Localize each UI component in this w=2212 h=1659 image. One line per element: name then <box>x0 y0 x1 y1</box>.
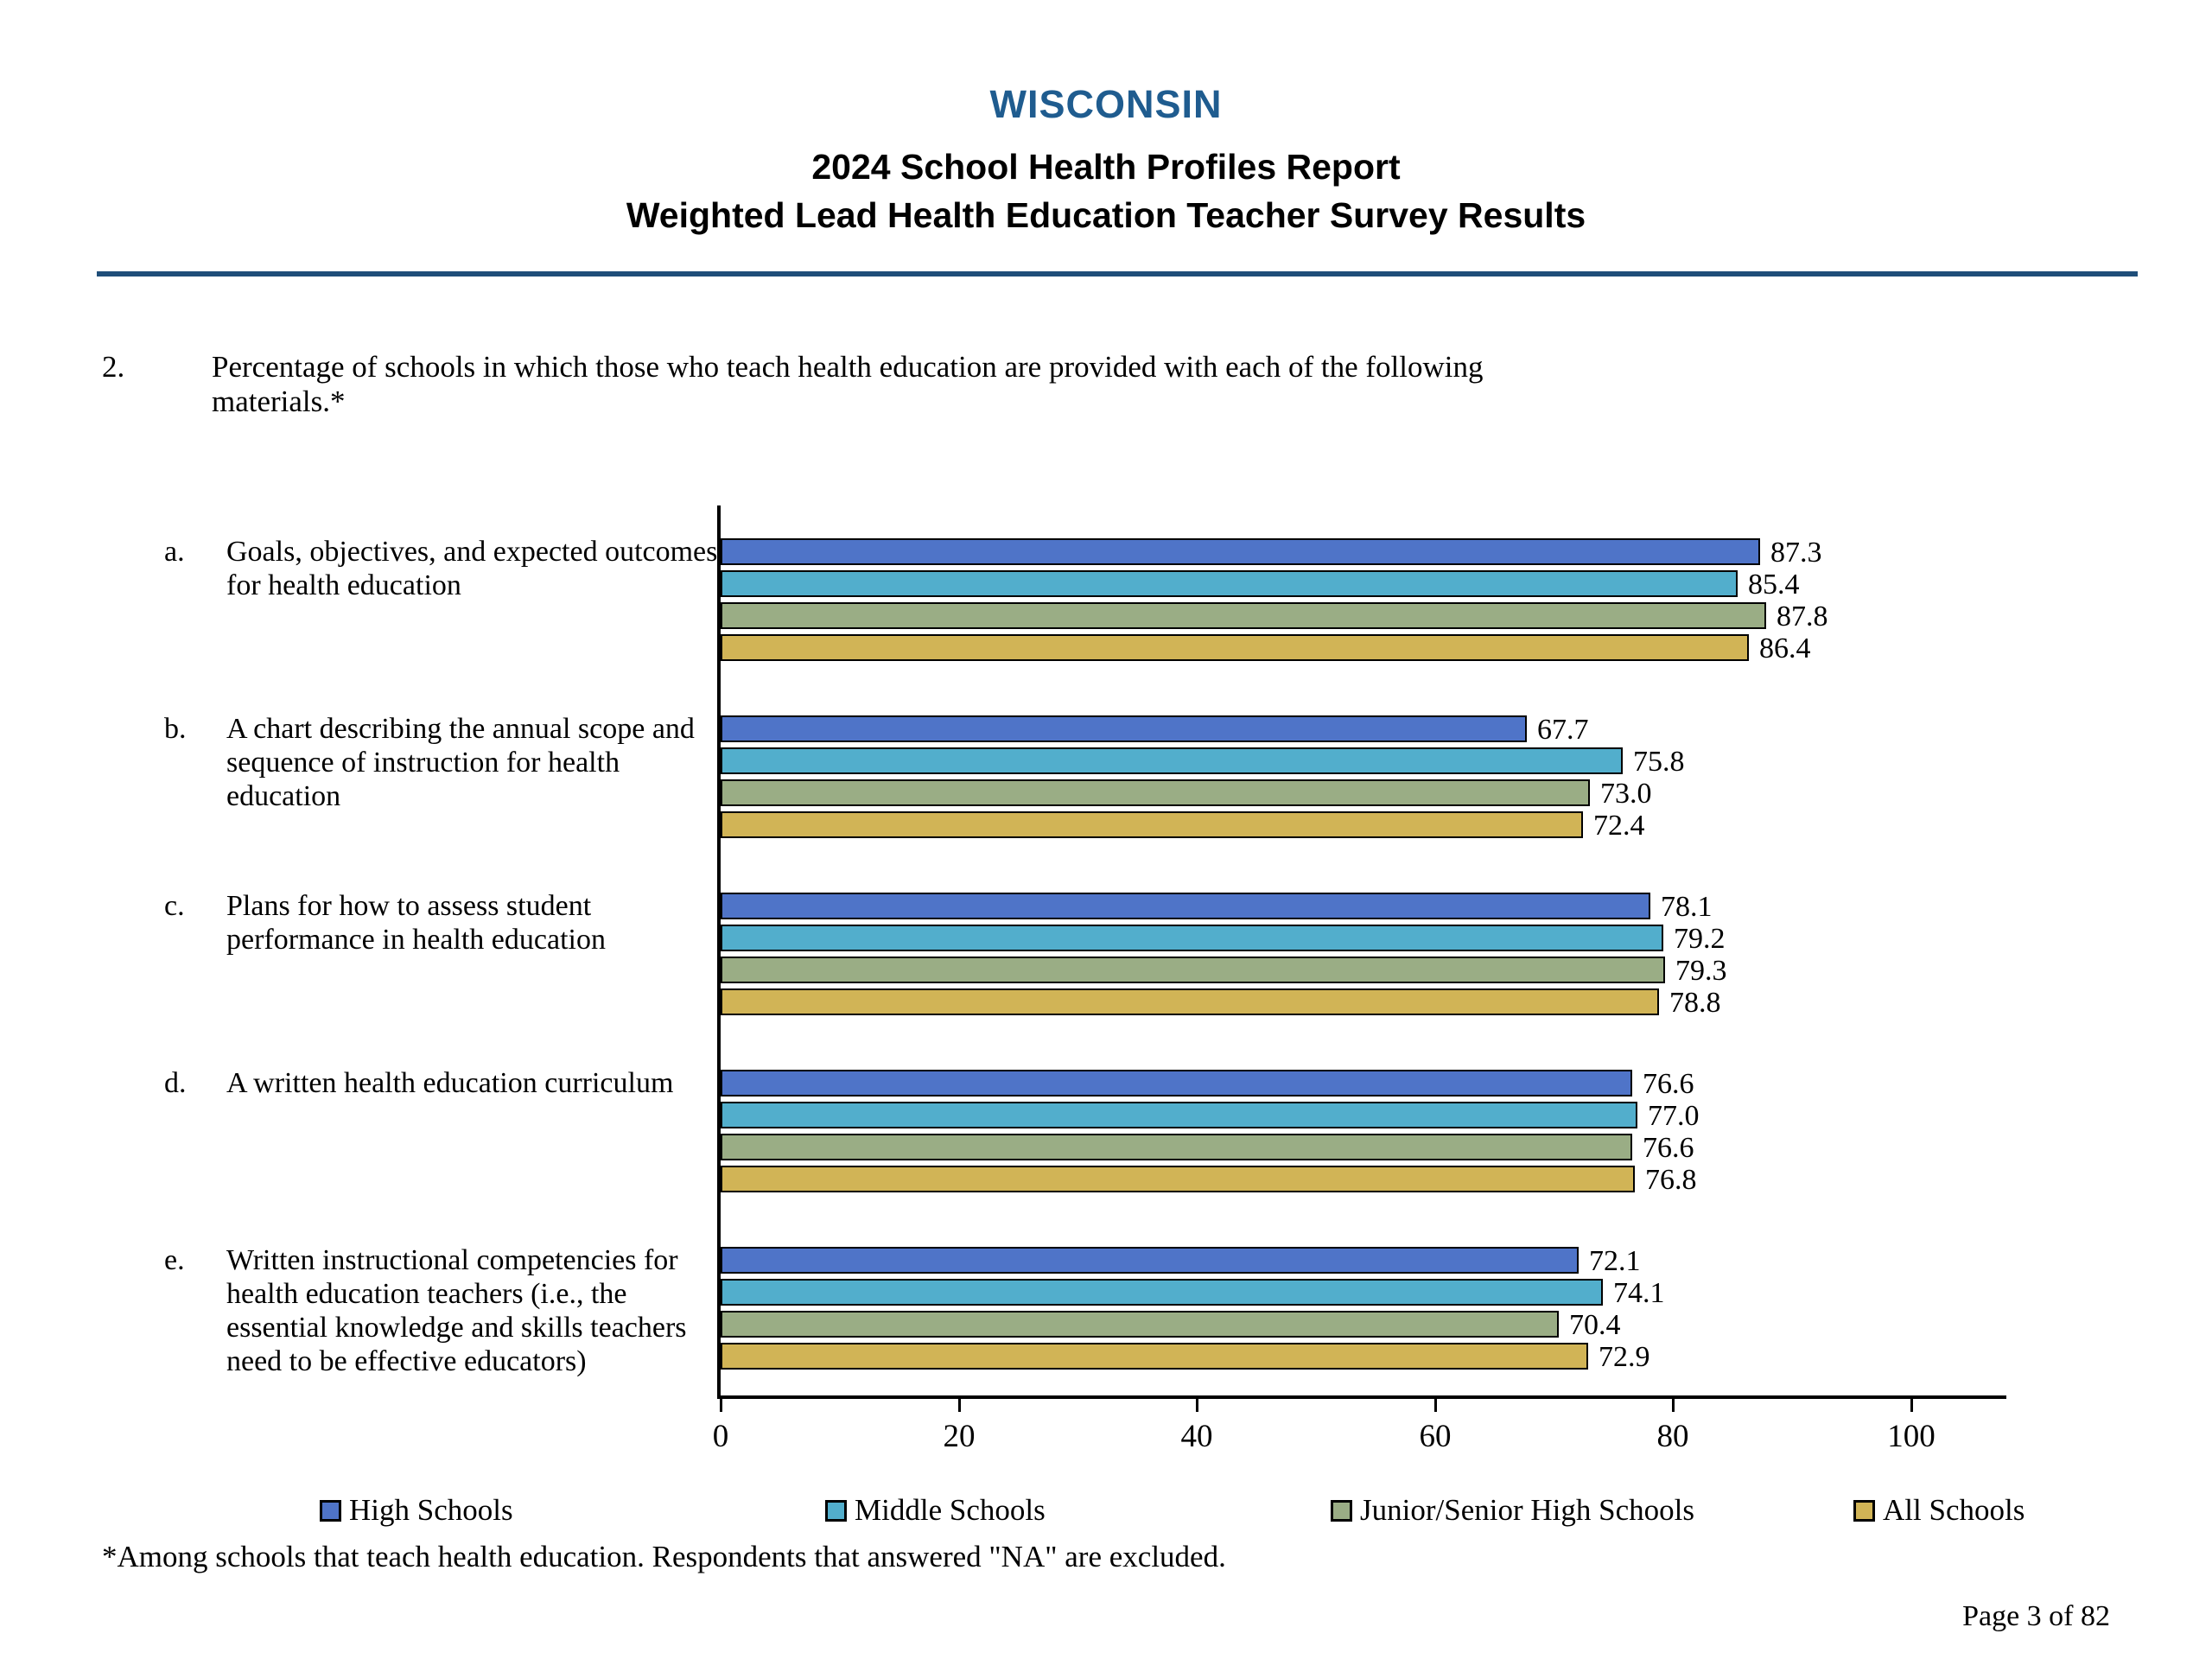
x-axis-tick-label: 100 <box>1887 1419 1936 1454</box>
bar-row <box>721 1100 2006 1132</box>
legend-label: All Schools <box>1883 1493 2025 1527</box>
bar-row <box>721 778 2006 810</box>
category-label <box>164 712 734 813</box>
legend-color-swatch <box>1853 1500 1875 1522</box>
category-text: Plans for how to assess student performance in health education <box>226 890 606 956</box>
bar-row <box>721 746 2006 778</box>
bar-value-label: 78.8 <box>1669 987 1721 1019</box>
bar-row <box>721 923 2006 955</box>
footnote: *Among schools that teach health education. Respondents that answered "NA" are excluded. <box>102 1540 1226 1573</box>
legend-item-junior-senior-high-schools <box>1331 1493 1694 1528</box>
bar-value-label: 75.8 <box>1633 746 1685 778</box>
bar-high-schools <box>721 538 1760 565</box>
bar-value-label: 72.4 <box>1593 810 1645 842</box>
bar-all-schools <box>721 811 1583 838</box>
bar-junior-senior-high-schools <box>721 602 1766 629</box>
category-text: A chart describing the annual scope and sequence of instruction for health education <box>226 713 695 812</box>
bar-row <box>721 569 2006 601</box>
bar-junior-senior-high-schools <box>721 1134 1632 1160</box>
bar-row <box>721 1309 2006 1341</box>
category-letter: b. <box>164 713 187 745</box>
bar-value-label: 77.0 <box>1648 1100 1700 1132</box>
bar-row <box>721 601 2006 632</box>
x-axis-tick-label: 40 <box>1180 1419 1213 1454</box>
bar-value-label: 79.2 <box>1674 923 1726 955</box>
bar-junior-senior-high-schools <box>721 1311 1559 1338</box>
bar-row <box>721 1277 2006 1309</box>
legend-item-all-schools <box>1853 1493 2024 1528</box>
x-axis-tick-label: 0 <box>712 1419 729 1454</box>
bar-value-label: 72.9 <box>1599 1341 1650 1373</box>
category-letter: c. <box>164 890 185 922</box>
bar-high-schools <box>721 715 1527 742</box>
bar-value-label: 74.1 <box>1613 1277 1665 1309</box>
bar-all-schools <box>721 988 1659 1015</box>
bar-value-label: 87.3 <box>1770 537 1822 569</box>
chart-legend <box>0 1493 2212 1536</box>
bar-row <box>721 810 2006 842</box>
bar-row <box>721 1341 2006 1373</box>
bar-value-label: 86.4 <box>1759 632 1811 664</box>
bar-row <box>721 632 2006 664</box>
state-heading: WISCONSIN <box>989 82 1223 126</box>
category-letter: d. <box>164 1067 187 1099</box>
category-label <box>164 889 734 957</box>
bar-junior-senior-high-schools <box>721 957 1665 983</box>
bar-value-label: 67.7 <box>1537 714 1589 746</box>
bar-row <box>721 1132 2006 1164</box>
bar-middle-schools <box>721 1279 1603 1306</box>
bar-middle-schools <box>721 747 1623 774</box>
bar-value-label: 73.0 <box>1600 778 1652 810</box>
question-number: 2. <box>102 350 125 384</box>
x-axis-tick-mark <box>958 1399 961 1412</box>
chart-plot-area <box>712 505 2006 1454</box>
report-title-line1: 2024 School Health Profiles Report <box>811 147 1401 187</box>
category-text: Written instructional competencies for health education teachers (i.e., the essential knowledge and skills teachers need to be effective educators) <box>226 1244 687 1377</box>
bar-value-label: 72.1 <box>1589 1245 1641 1277</box>
bar-value-label: 87.8 <box>1777 601 1828 632</box>
bar-middle-schools <box>721 570 1738 597</box>
bar-row <box>721 1068 2006 1100</box>
category-text: Goals, objectives, and expected outcomes for health education <box>226 536 718 601</box>
bar-row <box>721 537 2006 569</box>
category-label <box>164 1066 734 1100</box>
legend-label: High Schools <box>349 1493 513 1527</box>
bar-high-schools <box>721 893 1650 919</box>
category-label <box>164 535 734 602</box>
bar-value-label: 78.1 <box>1661 891 1713 923</box>
legend-label: Junior/Senior High Schools <box>1360 1493 1694 1527</box>
legend-color-swatch <box>1331 1500 1352 1522</box>
bar-junior-senior-high-schools <box>721 779 1590 806</box>
header-divider-rule <box>97 271 2138 276</box>
bar-row <box>721 891 2006 923</box>
bar-value-label: 76.6 <box>1643 1068 1694 1100</box>
x-axis-tick-mark <box>720 1399 722 1412</box>
category-letter: a. <box>164 536 185 568</box>
page-number: Page 3 of 82 <box>1962 1600 2110 1632</box>
x-axis-tick-label: 80 <box>1656 1419 1689 1454</box>
bar-high-schools <box>721 1247 1579 1274</box>
category-letter: e. <box>164 1244 185 1276</box>
bar-value-label: 79.3 <box>1675 955 1727 987</box>
bar-middle-schools <box>721 925 1663 951</box>
bar-middle-schools <box>721 1102 1637 1128</box>
bar-row <box>721 1245 2006 1277</box>
report-title-line2: Weighted Lead Health Education Teacher Survey Results <box>626 195 1586 235</box>
x-axis-tick-mark <box>1672 1399 1675 1412</box>
legend-color-swatch <box>320 1500 341 1522</box>
question-text: Percentage of schools in which those who teach health education are provided with each of the following materials.* <box>212 350 1484 418</box>
x-axis-tick-label: 20 <box>943 1419 976 1454</box>
bar-high-schools <box>721 1070 1632 1096</box>
bar-value-label: 70.4 <box>1569 1309 1621 1341</box>
bar-value-label: 76.8 <box>1645 1164 1697 1196</box>
x-axis-tick-mark <box>1196 1399 1198 1412</box>
legend-item-high-schools <box>320 1493 513 1528</box>
bar-value-label: 85.4 <box>1748 569 1800 601</box>
bar-all-schools <box>721 634 1749 661</box>
bar-all-schools <box>721 1343 1588 1370</box>
legend-label: Middle Schools <box>855 1493 1046 1527</box>
x-axis-tick-mark <box>1434 1399 1437 1412</box>
bar-row <box>721 1164 2006 1196</box>
bar-all-schools <box>721 1166 1635 1192</box>
x-axis-tick-mark <box>1910 1399 1913 1412</box>
bar-row <box>721 714 2006 746</box>
bar-value-label: 76.6 <box>1643 1132 1694 1164</box>
legend-color-swatch <box>825 1500 847 1522</box>
bar-row <box>721 955 2006 987</box>
category-text: A written health education curriculum <box>226 1067 674 1099</box>
legend-item-middle-schools <box>825 1493 1046 1528</box>
bar-row <box>721 987 2006 1019</box>
x-axis-tick-label: 60 <box>1419 1419 1452 1454</box>
category-label <box>164 1243 734 1378</box>
